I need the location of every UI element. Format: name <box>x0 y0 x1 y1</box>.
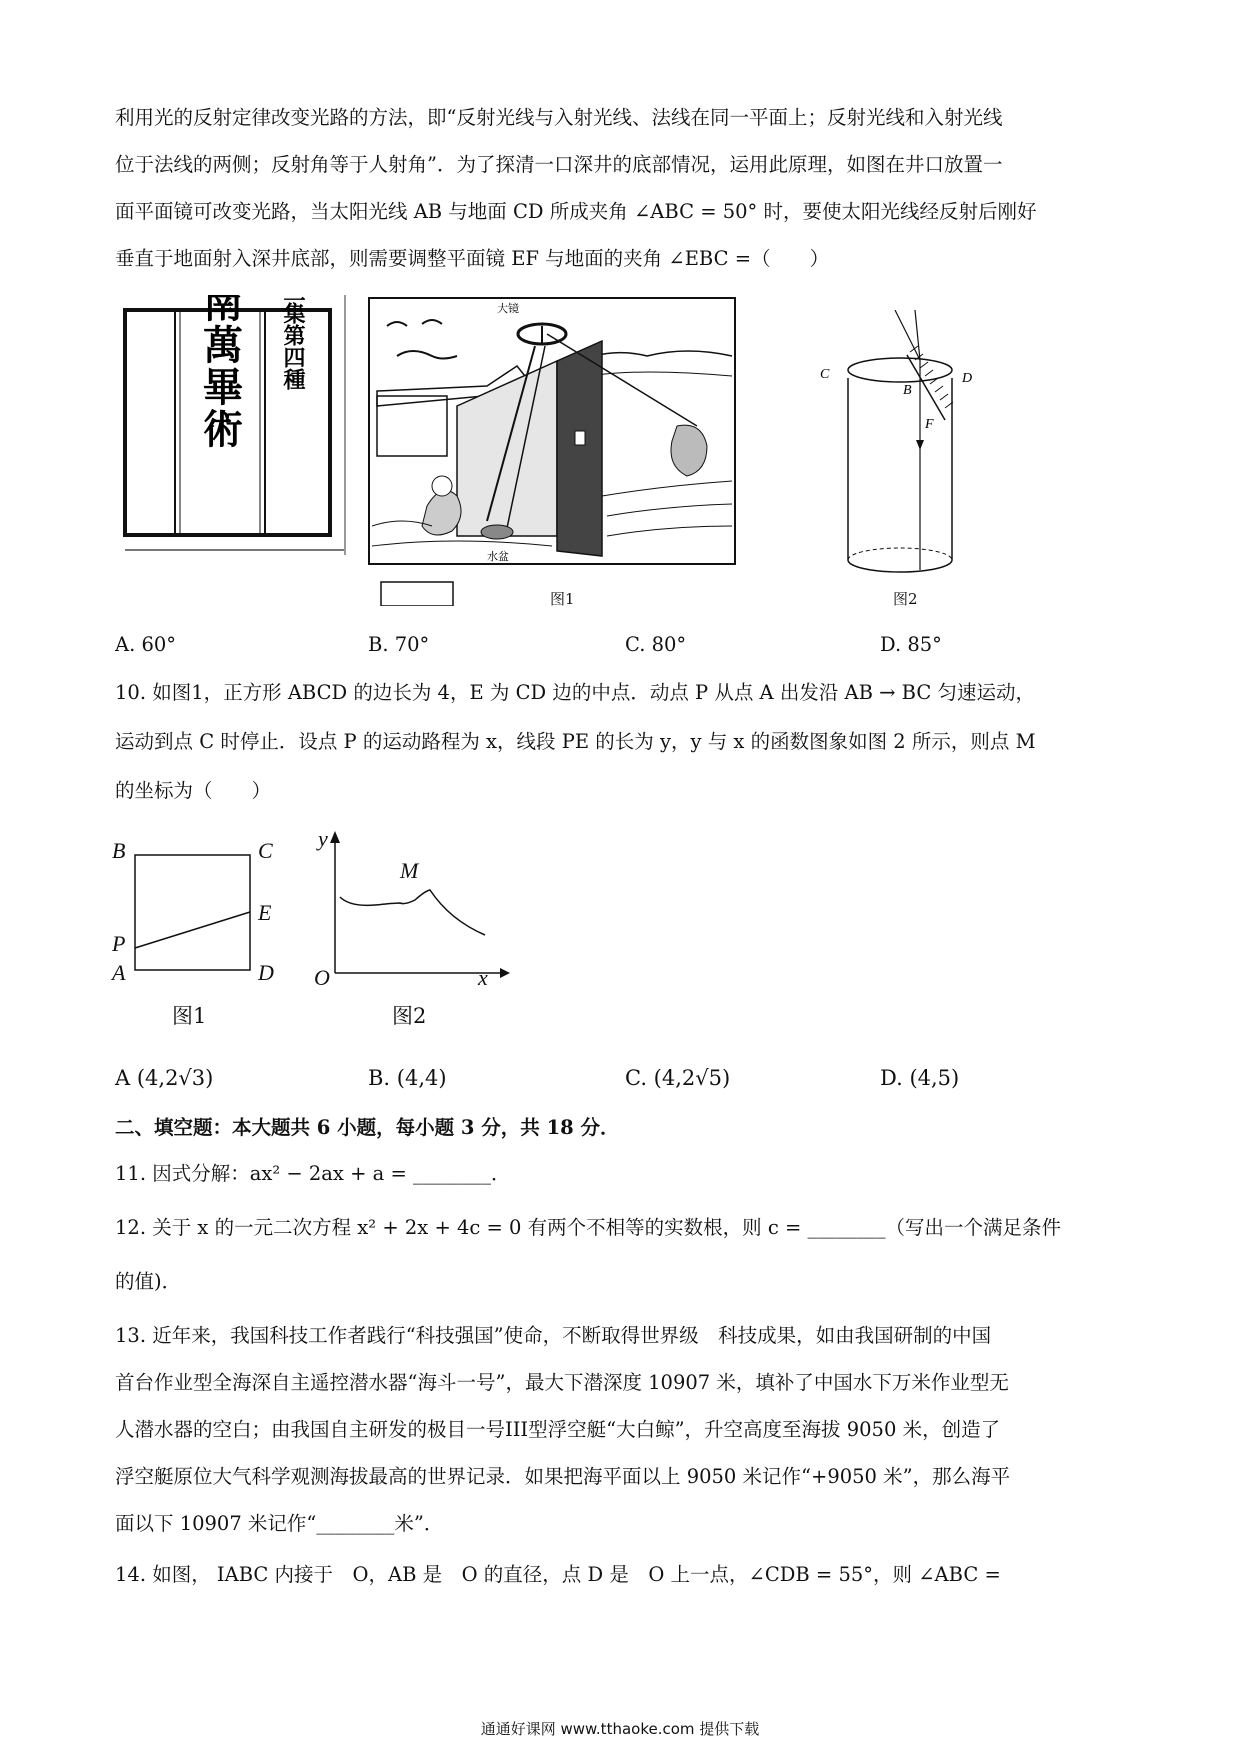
graph-label-y: y <box>318 826 328 851</box>
q10-line-1: 10. 如图1，正方形 ABCD 的边长为 4，E 为 CD 边的中点．动点 P 从点 A 出发沿 AB → BC 匀速运动， <box>115 681 1035 704</box>
graph-label-o: O <box>314 965 330 990</box>
q10-option-b[interactable]: B. (4,4) <box>368 1066 447 1090</box>
q13-line-4: 浮空艇原位大气科学观测海拔最高的世界记录．如果把海平面以上 9050 米记作“+9050 米”，那么海平 <box>115 1465 1011 1488</box>
q9-option-b[interactable]: B. 70° <box>368 633 430 656</box>
graph-label-x: x <box>478 965 488 990</box>
q13-line-3: 人潜水器的空白；由我国自主研发的极目一号III型浮空艇“大白鲸”，升空高度至海拔 9050 米，创造了 <box>115 1418 1001 1441</box>
q12-line-2: 的值)． <box>115 1270 182 1293</box>
point-d-label: D <box>962 371 973 386</box>
book-cover-image <box>115 295 350 565</box>
q9-option-d[interactable]: D. 85° <box>880 633 942 656</box>
q9-option-c[interactable]: C. 80° <box>625 633 687 656</box>
q10-option-d[interactable]: D. (4,5) <box>880 1066 960 1090</box>
cylinder-figure <box>815 310 975 590</box>
q13-line-2: 首台作业型全海深自主遥控潜水器“海斗一号”，最大下潜深度 10907 米，填补了中国水下万米作业型无 <box>115 1371 1009 1394</box>
q10-fig2-caption: 图2 <box>392 1004 427 1028</box>
square-label-a: A <box>112 960 126 985</box>
q9-line-2: 位于法线的两侧；反射角等于人射角”．为了探清一口深井的底部情况，运用此原理，如图在井口放置一 <box>115 153 1003 176</box>
q9-fig2-caption: 图2 <box>893 590 918 608</box>
well-illustration <box>367 296 737 606</box>
q10-option-a[interactable]: A (4,2√3) <box>115 1066 214 1090</box>
point-b-label: B <box>903 383 912 398</box>
q12-line-1: 12. 关于 x 的一元二次方程 x² + 2x + 4c = 0 有两个不相等的实数根，则 c = ________（写出一个满足条件 <box>115 1216 1062 1239</box>
basin-label: 水盆 <box>487 550 509 563</box>
q9-fig1-caption: 图1 <box>550 590 575 608</box>
square-label-e: E <box>258 900 272 925</box>
graph-label-m: M <box>400 858 419 883</box>
q9-option-a[interactable]: A. 60° <box>115 633 177 656</box>
q10-fig1-caption: 图1 <box>172 1004 207 1028</box>
q9-line-3: 面平面镜可改变光路，当太阳光线 AB 与地面 CD 所成夹角 ∠ABC = 50° 时，要使太阳光线经反射后刚好 <box>115 200 1037 223</box>
q9-line-1: 利用光的反射定律改变光路的方法，即“反射光线与入射光线、法线在同一平面上；反射光线和入射光线 <box>115 106 1003 129</box>
square-label-b: B <box>112 838 126 863</box>
q10-line-3: 的坐标为（ ） <box>115 779 272 802</box>
q10-line-2: 运动到点 C 时停止．设点 P 的运动路程为 x，线段 PE 的长为 y，y 与 x 的函数图象如图 2 所示，则点 M <box>115 730 1036 753</box>
q14-text: 14. 如图， ⅠABC 内接于 O，AB 是 O 的直径，点 D 是 O 上一点，∠CDB = 55°，则 ∠ABC = <box>115 1563 1001 1586</box>
point-f-label: F <box>925 417 934 432</box>
q13-line-1: 13. 近年来，我国科技工作者践行“科技强国”使命，不断取得世界级 科技成果，如由我国研制的中国 <box>115 1324 992 1347</box>
q11-text: 11. 因式分解：ax² − 2ax + a = ________． <box>115 1162 511 1185</box>
square-label-p: P <box>112 931 126 956</box>
square-label-d: D <box>258 960 274 985</box>
q10-option-c[interactable]: C. (4,2√5) <box>625 1066 731 1090</box>
point-c-label: C <box>820 367 830 382</box>
book-subtitle: 三集第四種 <box>280 295 306 390</box>
page-footer: 通通好课网 www.tthaoke.com 提供下载 <box>480 1720 760 1738</box>
square-label-c: C <box>258 838 273 863</box>
q9-line-4: 垂直于地面射入深井底部，则需要调整平面镜 EF 与地面的夹角 ∠EBC =（ ） <box>115 247 830 270</box>
section-2-heading: 二、填空题：本大题共 6 小题，每小题 3 分，共 18 分． <box>115 1116 620 1139</box>
q13-line-5: 面以下 10907 米记作“________米”． <box>115 1512 444 1535</box>
mirror-label: 大镜 <box>497 302 519 315</box>
book-title: 淮南萬畢術 <box>196 295 244 450</box>
